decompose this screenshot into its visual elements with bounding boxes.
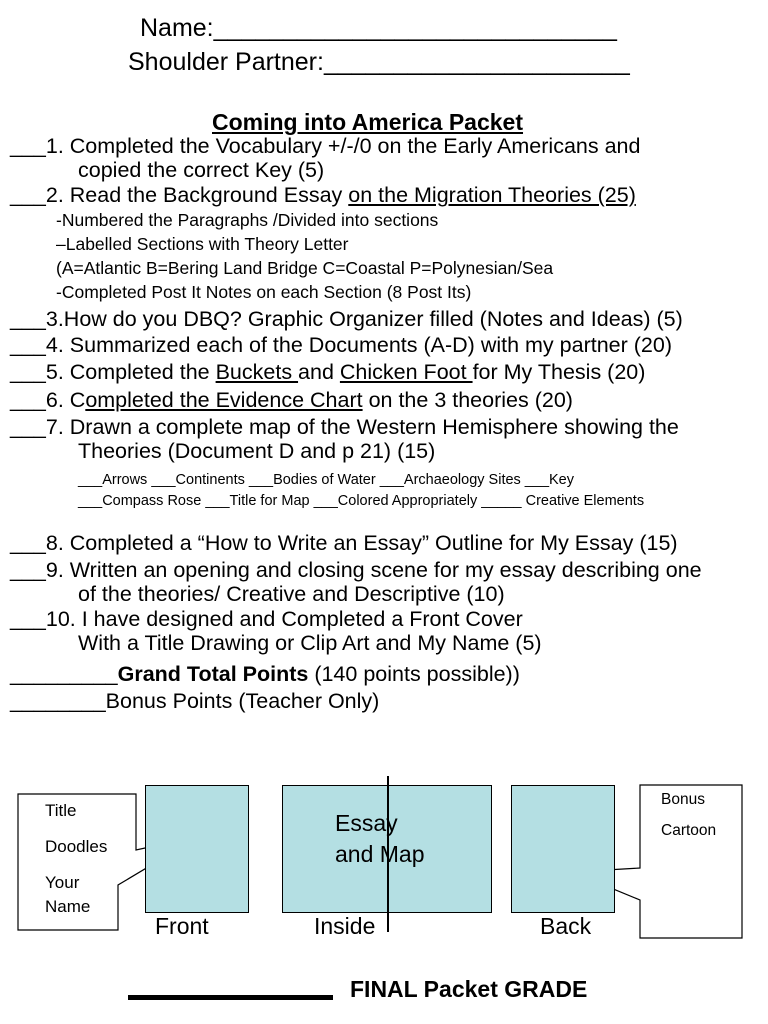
checklist-item-3: ___3.How do you DBQ? Graphic Organizer filled (Notes and Ideas) (5) [10,307,683,331]
item-2-sub-4: -Completed Post It Notes on each Section (8 Post Its) [56,282,472,302]
bonus-points-row: ________Bonus Points (Teacher Only) [10,689,380,713]
callout-name: Name [45,897,91,916]
name-field-line[interactable]: Name:_____________________________ [140,14,617,42]
checklist-item-4: ___4. Summarized each of the Documents (A-D) with my partner (20) [10,333,672,357]
map-checklist-row-1: ___Arrows ___Continents ___Bodies of Water ___Archaeology Sites ___Key [78,472,574,488]
item-blank: ___ [10,531,46,555]
grand-total-row: _________Grand Total Points (140 points possible)) [10,662,520,686]
item-blank: ___ [10,307,46,331]
map-checklist-row-2: ___Compass Rose ___Title for Map ___Colored Appropriately _____ Creative Elements [78,493,645,509]
callout-your: Your [45,873,80,892]
back-cover-panel [511,785,615,913]
checklist-item-5: ___5. Completed the Buckets and Chicken Foot for My Thesis (20) [10,360,646,384]
item-blank: ___ [10,558,46,582]
page-title: Coming into America Packet [212,109,524,135]
bonus-blank: ________ [10,689,106,713]
inside-text-map: and Map [335,841,425,867]
label-back: Back [540,913,592,939]
item-blank: ___ [10,388,46,412]
item-2-sub-2: –Labelled Sections with Theory Letter [56,234,349,254]
callout-bonus: Bonus [661,791,705,808]
checklist-item-6: ___6. Completed the Evidence Chart on the 3 theories (20) [10,388,573,412]
item-2-sub-1: -Numbered the Paragraphs /Divided into sections [56,210,439,230]
callout-title: Title [45,801,77,820]
checklist-item-10: ___10. I have designed and Completed a Front Cover With a Title Drawing or Clip Art and My Name (5) [10,607,542,655]
callout-doodles: Doodles [45,837,108,856]
item-2-sub-3: (A=Atlantic B=Bering Land Bridge C=Coastal P=Polynesian/Sea [56,258,554,278]
inside-text-essay: Essay [335,810,398,836]
item-blank: ___ [10,607,46,631]
front-cover-panel [145,785,249,913]
item-blank: ___ [10,183,46,207]
checklist-item-1: ___1. Completed the Vocabulary +/-/0 on the Early Americans and copied the correct Key (5) [10,134,641,182]
callout-cartoon: Cartoon [661,822,717,839]
checklist-item-2: ___2. Read the Background Essay on the Migration Theories (25) [10,183,636,207]
item-blank: ___ [10,360,46,384]
label-front: Front [155,913,209,939]
label-inside: Inside [314,913,376,939]
final-grade-line[interactable] [128,995,333,1000]
item-blank: ___ [10,415,46,439]
item-blank: ___ [10,333,46,357]
item-blank: ___ [10,134,46,158]
shoulder-partner-line[interactable]: Shoulder Partner:______________________ [128,48,630,76]
grand-total-blank: _________ [10,662,118,686]
final-grade-label: FINAL Packet GRADE [350,976,588,1002]
checklist-item-9: ___9. Written an opening and closing scene for my essay describing one of the theories/ Creative and Descriptive (10) [10,558,702,606]
checklist-item-7: ___7. Drawn a complete map of the Western Hemisphere showing the Theories (Document D and p 21) (15) [10,415,679,463]
checklist-item-8: ___8. Completed a “How to Write an Essay” Outline for My Essay (15) [10,531,678,555]
